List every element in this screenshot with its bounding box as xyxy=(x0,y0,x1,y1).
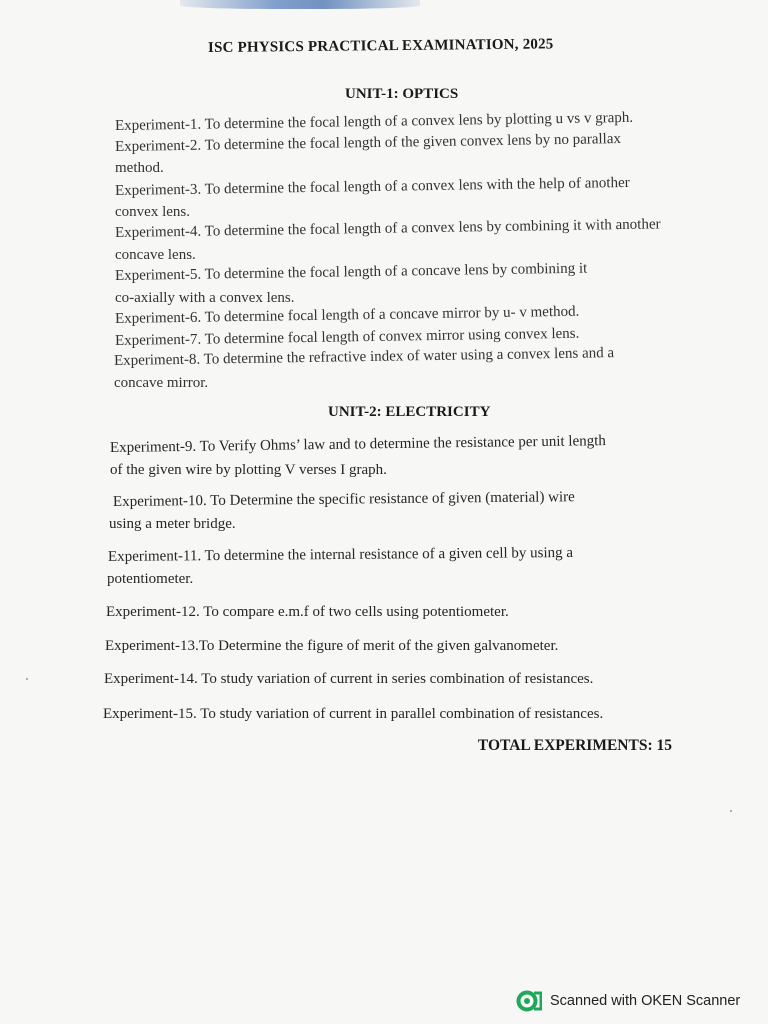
experiment-3-line: Experiment-3. To determine the focal length of a convex lens with the help of another xyxy=(114,174,630,199)
unit-2-heading: UNIT-2: ELECTRICITY xyxy=(328,404,491,420)
oken-scanner-logo-icon xyxy=(516,990,542,1012)
experiment-12-line: Experiment-12. To compare e.m.f of two cells using potentiometer. xyxy=(106,604,509,620)
scan-speck xyxy=(26,678,28,680)
experiment-9-continuation: of the given wire by plotting V verses I graph. xyxy=(110,462,387,478)
scan-edge-strip xyxy=(180,0,420,9)
experiment-9-line: Experiment-9. To Verify Ohms’ law and to determine the resistance per unit length xyxy=(109,433,606,456)
experiment-10-continuation: using a meter bridge. xyxy=(109,516,236,532)
scan-speck xyxy=(730,810,732,812)
experiment-10-line: Experiment-10. To Determine the specific resistance of given (material) wire xyxy=(112,489,575,510)
experiment-8-line: Experiment-8. To determine the refractive index of water using a convex lens and a xyxy=(113,345,615,369)
scanner-watermark-text: Scanned with OKEN Scanner xyxy=(550,993,741,1009)
unit-1-heading: UNIT-1: OPTICS xyxy=(345,86,459,102)
experiment-3-continuation: convex lens. xyxy=(115,204,190,220)
experiment-11-continuation: potentiometer. xyxy=(107,571,194,587)
experiment-1-line: Experiment-1. To determine the focal length of a convex lens by plotting u vs v graph. xyxy=(114,109,634,134)
experiment-7-line: Experiment-7. To determine focal length of convex mirror using convex lens. xyxy=(114,325,580,349)
experiment-4-continuation: concave lens. xyxy=(115,247,196,263)
experiment-5-line: Experiment-5. To determine the focal length of a concave lens by combining it xyxy=(114,260,588,284)
experiment-6-line: Experiment-6. To determine focal length of a concave mirror by u- v method. xyxy=(114,303,580,327)
experiment-15-line: Experiment-15. To study variation of current in parallel combination of resistances. xyxy=(103,706,604,722)
scanner-watermark xyxy=(516,990,740,1012)
experiment-2-continuation: method. xyxy=(115,160,164,176)
experiment-14-line: Experiment-14. To study variation of current in series combination of resistances. xyxy=(104,671,594,687)
total-experiments: TOTAL EXPERIMENTS: 15 xyxy=(477,737,672,754)
experiment-11-line: Experiment-11. To determine the internal resistance of a given cell by using a xyxy=(107,544,574,565)
experiment-4-line: Experiment-4. To determine the focal length of a convex lens by combining it with another xyxy=(114,216,661,241)
page-title: ISC PHYSICS PRACTICAL EXAMINATION, 2025 xyxy=(207,36,554,56)
experiment-2-line: Experiment-2. To determine the focal length of the given convex lens by no parallax xyxy=(114,131,622,155)
experiment-5-continuation: co-axially with a convex lens. xyxy=(115,290,295,306)
experiment-13-line: Experiment-13.To Determine the figure of merit of the given galvanometer. xyxy=(105,638,559,654)
experiment-8-continuation: concave mirror. xyxy=(114,375,209,391)
